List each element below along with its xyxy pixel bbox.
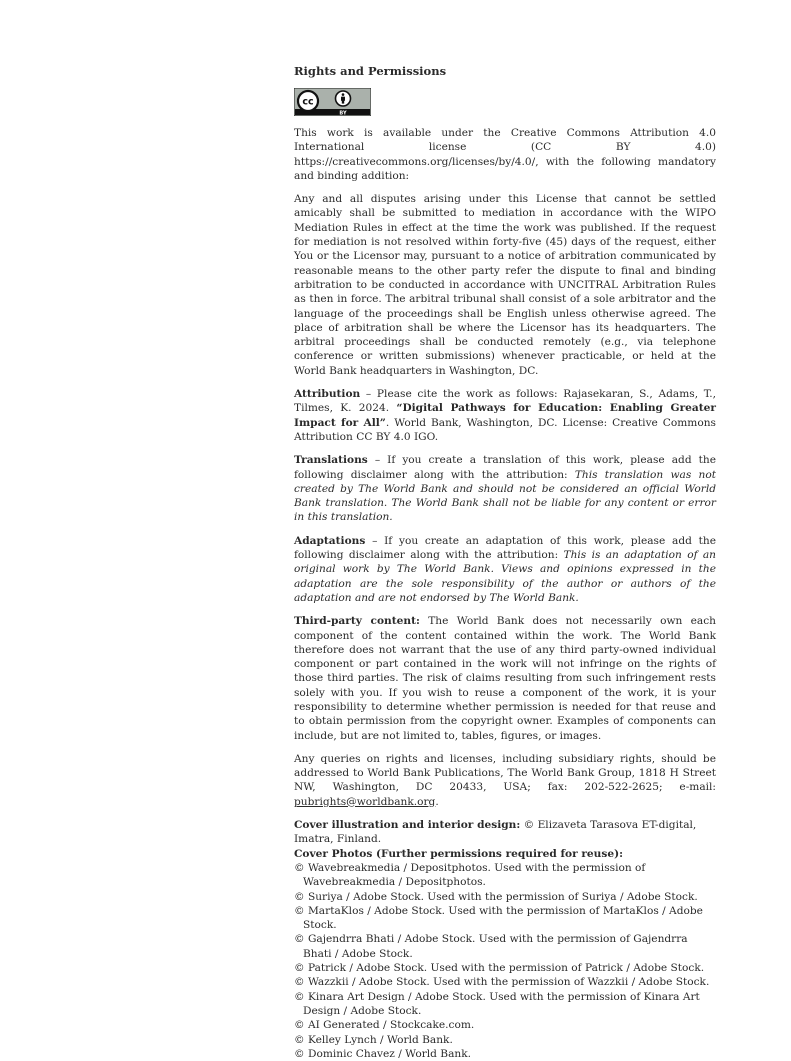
photo-credit: © Kinara Art Design / Adobe Stock. Used with the permission of Kinara Art Design / Adobe Stock. [294,990,700,1017]
attribution-text-end: . World Bank, Washington, DC. License: Creative Commons Attribution CC BY 4.0 IGO. [294,416,716,443]
adaptations-label: Adaptations [294,534,366,547]
cover-credit-text: © Elizaveta Tarasova ET-digital, Imatra, Finland. [294,819,697,846]
cc-by-license-badge [294,88,371,116]
queries-end: . [435,795,439,808]
queries-text: Any queries on rights and licenses, including subsidiary rights, should be addressed to World Bank Publications, The World Bank Group, 1818 H Street NW, Washington, DC 20433, USA; fax: 202-522-2625; e-mail: [294,752,716,794]
photo-credit: © Patrick / Adobe Stock. Used with the permission of Patrick / Adobe Stock. [294,962,705,975]
queries-paragraph [294,752,716,809]
photo-credit: © Suriya / Adobe Stock. Used with the permission of Suriya / Adobe Stock. [294,890,698,903]
section-title: Rights and Permissions [294,64,447,78]
attribution-label: Attribution [294,388,361,401]
third-party-label: Third-party content: [294,615,420,628]
photo-credit: © AI Generated / Stockcake.com. [294,1019,475,1032]
email-link[interactable]: pubrights@worldbank.org [294,795,436,808]
cover-credit-label: Cover illustration and interior design: [294,819,521,832]
translations-text: – If you create a translation of this work, please add the following disclaimer along with the attribution: [294,454,716,481]
third-party-paragraph [294,614,716,743]
credits-block [294,818,716,1061]
by-label: BY [339,110,347,116]
attribution-text: – Please cite the work as follows: Rajasekaran, S., Adams, T., Tilmes, K. 2024. [294,388,716,415]
cover-credit [294,818,716,847]
translations-label: Translations [294,454,368,467]
license-intro: This work is available under the Creative Commons Attribution 4.0 International license (CC BY 4.0) https://creativecommons.org/licenses/by/4.0/, with the following mandatory and binding addition: [294,127,716,182]
photo-credit: © Kelley Lynch / World Bank. [294,1033,453,1046]
photo-credit: © Dominic Chavez / World Bank. [294,1047,472,1060]
adaptations-disclaimer: This is an adaptation of an original work by The World Bank. Views and opinions expressed in the adaptation are the sole responsibility of the author or authors of the adaptation and are not endorsed by The World Bank. [294,549,716,604]
cover-photos-label: Cover Photos (Further permissions required for reuse): [294,847,623,860]
cover-photos-heading [294,847,716,861]
photo-credit: © MartaKlos / Adobe Stock. Used with the permission of MartaKlos / Adobe Stock. [294,904,703,932]
attribution-paragraph [294,387,716,444]
disputes-paragraph: Any and all disputes arising under this License that cannot be settled amicably shall be submitted to mediation in accordance with the WIPO Mediation Rules in effect at the time the work was published. If the request for mediation is not resolved within forty-five (45) days of the request, either You or the Licensor may, pursuant to a notice of arbitration communicated by reasonable means to the other party refer the dispute to final and binding arbitration to be conducted in accordance with UNCITRAL Arbitration Rules as then in force. The arbitral tribunal shall consist of a sole arbitrator and the language of the proceedings shall be English unless otherwise agreed. The place of arbitration shall be where the Licensor has its headquarters. The arbitral proceedings shall be conducted remotely (e.g., via telephone conference or written submissions) whenever practicable, or held at the World Bank headquarters in Washington, DC. [294,193,716,377]
cc-icon-label: cc [302,96,314,108]
photo-credit: © Wazzkii / Adobe Stock. Used with the permission of Wazzkii / Adobe Stock. [294,976,710,989]
photo-credit: © Gajendrra Bhati / Adobe Stock. Used with the permission of Gajendrra Bhati / Adobe Stock. [294,933,688,960]
adaptations-text: – If you create an adaptation of this work, please add the following disclaimer along with the attribution: [294,534,716,562]
attribution-title: “Digital Pathways for Education: Enabling Greater Impact for All” [294,402,716,429]
rights-section [294,64,716,1061]
third-party-text: The World Bank does not necessarily own each component of the content contained within the work. The World Bank therefore does not warrant that the use of any third party-owned individual component or part contained in the work will not infringe on the rights of those third parties. The risk of claims resulting from such infringement rests solely with you. If you wish to reuse a component of the work, it is your responsibility to determine whether permission is needed for that reuse and to obtain permission from the copyright owner. Examples of components can include, but are not limited to, tables, figures, or images. [294,615,716,742]
translations-paragraph [294,453,716,524]
translations-disclaimer: This translation was not created by The World Bank and should not be considered an official World Bank translation. The World Bank shall not be liable for any content or error in this translation. [294,468,716,524]
photo-credit: © Wavebreakmedia / Depositphotos. Used with the permission of Wavebreakmedia / Depositphotos. [294,861,646,889]
adaptations-paragraph [294,534,716,605]
